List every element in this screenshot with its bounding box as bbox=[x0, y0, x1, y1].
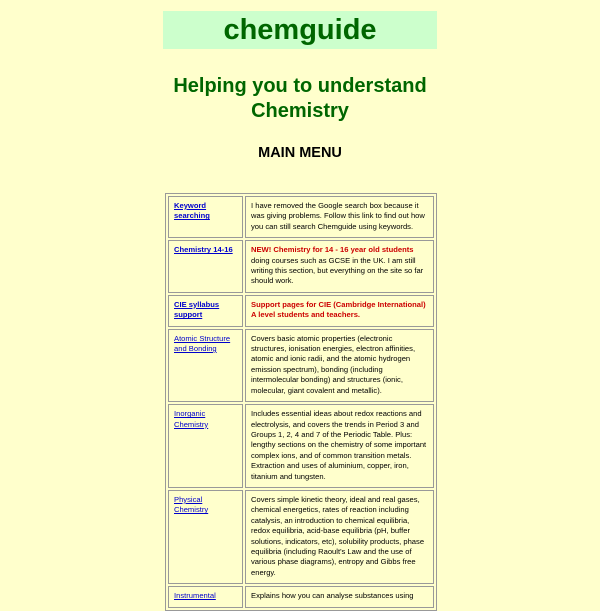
menu-link-inorganic-chemistry[interactable]: Inorganic Chemistry bbox=[174, 409, 209, 429]
menu-desc-atomic-structure bbox=[245, 329, 434, 402]
menu-row-atomic-structure bbox=[168, 329, 434, 402]
menu-desc-highlight: NEW! Chemistry for 14 - 16 year old students bbox=[251, 245, 414, 255]
menu-desc-text: Covers basic atomic properties (electronic structures, ionisation energies, electron affinities, atomic and ionic radii, and the atomic hydrogen emission spectrum), bonding (including intermolecular bonding) and structures (ionic, molecular, giant covalent and metallic). bbox=[251, 333, 416, 395]
menu-row-physical-chemistry bbox=[168, 490, 434, 584]
menu-desc-keyword-searching bbox=[245, 196, 434, 238]
menu-desc-instrumental bbox=[245, 586, 434, 607]
menu-desc-chemistry-14-16 bbox=[245, 240, 434, 293]
tagline-line-2: Chemistry bbox=[251, 100, 349, 122]
main-menu-heading: MAIN MENU bbox=[258, 145, 342, 161]
menu-row-inorganic-chemistry bbox=[168, 404, 434, 488]
menu-desc-text: Includes essential ideas about redox reactions and electrolysis, and covers the trends in Period 3 and Groups 1, 2, 4 and 7 of the Periodic Table. Plus: lengthy sections on the chemistry of some important complex ions, and of common transition metals. Extraction and uses of aluminium, copper, iron, titanium and tungsten. bbox=[251, 409, 427, 481]
menu-link-physical-chemistry[interactable]: Physical Chemistry bbox=[174, 494, 209, 515]
tagline bbox=[0, 74, 600, 124]
menu-desc-inorganic-chemistry bbox=[245, 404, 434, 488]
menu-desc-text: doing courses such as GCSE in the UK. I am still writing this section, but everything on the site so far should work. bbox=[251, 255, 424, 286]
menu-desc-physical-chemistry bbox=[245, 490, 434, 584]
menu-desc-highlight: Support pages for CIE (Cambridge International) A level students and teachers. bbox=[251, 299, 426, 320]
site-banner bbox=[163, 11, 437, 49]
site-title: chemguide bbox=[223, 14, 377, 46]
menu-row-instrumental bbox=[168, 586, 434, 607]
tagline-line-1: Helping you to understand bbox=[173, 75, 427, 97]
menu-row-cie-syllabus bbox=[168, 295, 434, 327]
menu-link-instrumental[interactable]: Instrumental bbox=[174, 591, 216, 601]
menu-link-atomic-structure[interactable]: Atomic Structure and Bonding bbox=[174, 333, 231, 354]
menu-desc-cie-syllabus bbox=[245, 295, 434, 327]
menu-link-keyword-searching[interactable]: Keyword searching bbox=[174, 201, 210, 221]
menu-desc-text: I have removed the Google search box because it was giving problems. Follow this link to find out how you can still search Chemguide using keywords. bbox=[251, 201, 425, 231]
menu-row-chemistry-14-16 bbox=[168, 240, 434, 293]
menu-link-cie-syllabus-support[interactable]: CIE syllabus support bbox=[174, 299, 220, 320]
main-menu-table bbox=[165, 193, 437, 611]
menu-desc-text: Explains how you can analyse substances using bbox=[251, 591, 414, 601]
menu-desc-text: Covers simple kinetic theory, ideal and real gases, chemical energetics, rates of reaction including catalysis, an introduction to chemical equilibria, redox equilibria, acid-base equilibria (pH, buffer solutions, indicators, etc), solubility products, phase equilibria (including Raoult's Law and the use of various phase diagrams), entropy and Gibbs free energy. bbox=[251, 494, 425, 577]
menu-link-chemistry-14-16[interactable]: Chemistry 14-16 bbox=[174, 245, 233, 255]
menu-row-keyword-searching bbox=[168, 196, 434, 238]
